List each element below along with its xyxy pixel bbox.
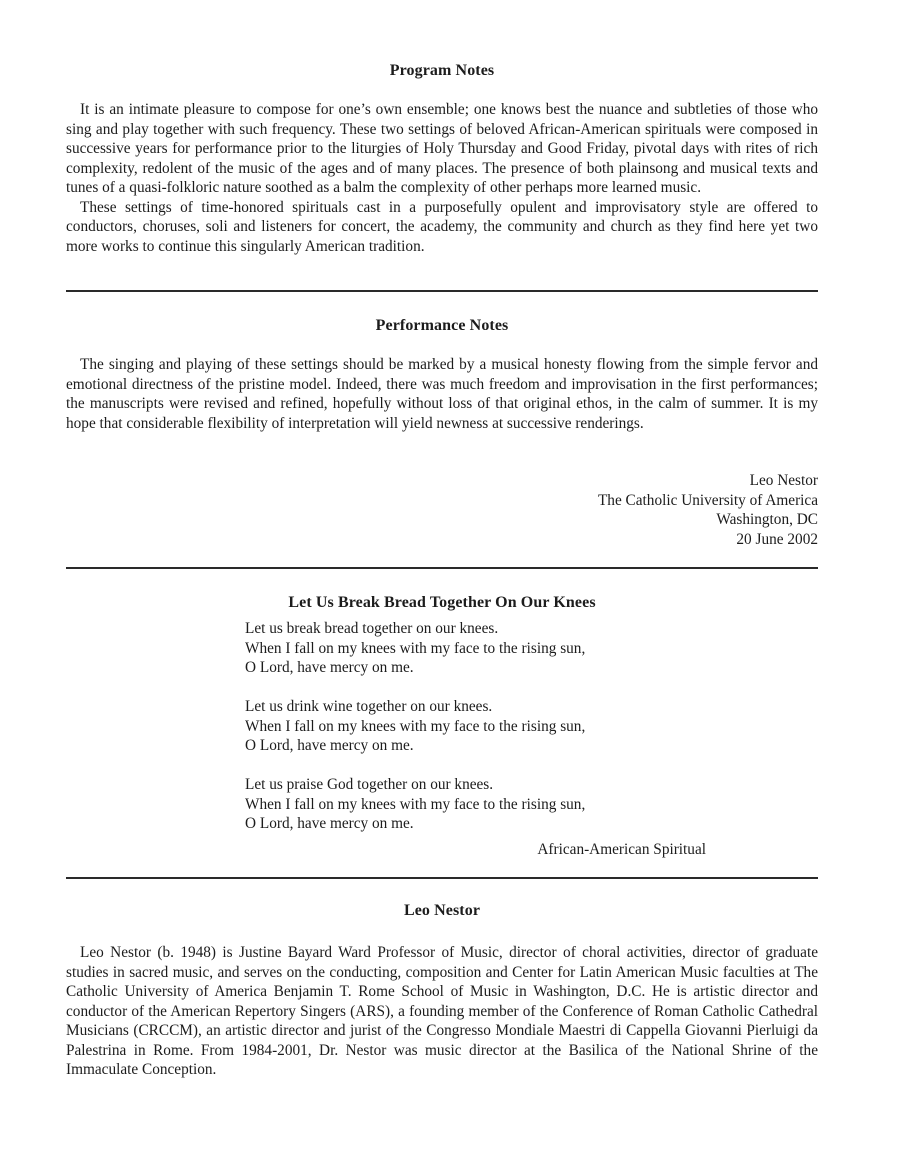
hymn-line: O Lord, have mercy on me. bbox=[245, 737, 414, 754]
program-notes-paragraph: These settings of time-honored spirituals cast in a purposefully opulent and improvisatory style are offered to conductors, choruses, soli and listeners for concert, the academy, the community and church as they find here yet two more works to continue this singularly American tradition. bbox=[66, 198, 818, 255]
hymn-line: Let us break bread together on our knees. bbox=[245, 620, 499, 637]
hymn-text bbox=[245, 619, 685, 853]
hymn-line: Let us drink wine together on our knees. bbox=[245, 698, 493, 715]
hymn-line: O Lord, have mercy on me. bbox=[245, 815, 414, 832]
signature-block bbox=[418, 471, 818, 549]
section-divider bbox=[66, 877, 818, 879]
signature-date: 20 June 2002 bbox=[736, 530, 818, 548]
hymn-line: O Lord, have mercy on me. bbox=[245, 659, 414, 676]
signature-location: Washington, DC bbox=[716, 511, 818, 528]
hymn-line: When I fall on my knees with my face to the rising sun, bbox=[245, 795, 586, 813]
signature-institution: The Catholic University of America bbox=[597, 491, 818, 509]
section-divider bbox=[66, 290, 818, 292]
hymn-stanza bbox=[245, 775, 685, 834]
program-notes-paragraph: It is an intimate pleasure to compose for one’s own ensemble; one knows best the nuance and subtleties of those who sing and play together with such frequency. These two settings of beloved African-American spirituals were composed in successive years for performance prior to the liturgies of Holy Thursday and Good Friday, pivotal days with rites of rich complexity, redolent of the music of the ages and of many places. The presence of both plainsong and musical texts and tunes of a quasi-folkloric nature soothed as a balm the complexity of other perhaps more learned music. bbox=[66, 101, 818, 196]
biography-paragraph: Leo Nestor (b. 1948) is Justine Bayard Ward Professor of Music, director of choral activities, director of graduate studies in sacred music, and serves on the conducting, composition and Center for Latin American Music faculties at The Catholic University of America Benjamin T. Rome School of Music in Washington, D.C. He is artistic director and conductor of the American Repertory Singers (ARS), a founding member of the Conference of Roman Catholic Cathedral Musicians (CRCCM), an artistic director and jurist of the Congresso Mondiale Maestri di Cappella Giovanni Pierluigi da Palestrina in Rome. From 1984-2001, Dr. Nestor was music director at the Basilica of the National Shrine of the Immaculate Conception. bbox=[66, 944, 818, 1078]
program-notes-body bbox=[66, 100, 818, 256]
hymn-line: When I fall on my knees with my face to the rising sun, bbox=[245, 639, 586, 657]
hymn-attribution: African-American Spiritual bbox=[537, 841, 706, 858]
performance-notes-paragraph: The singing and playing of these settings should be marked by a musical honesty flowing from the simple fervor and emotional directness of the pristine model. Indeed, there was much freedom and improvisation in the first performances; the manuscripts were revised and refined, hopefully without loss of that original ethos, in the calm of summer. It is my hope that considerable flexibility of interpretation will yield newness at successive renderings. bbox=[66, 356, 818, 432]
signature-name: Leo Nestor bbox=[749, 472, 818, 489]
section-divider bbox=[66, 567, 818, 569]
hymn-title: Let Us Break Bread Together On Our Knees bbox=[288, 594, 596, 611]
hymn-line: Let us praise God together on our knees. bbox=[245, 776, 494, 793]
program-notes-title: Program Notes bbox=[389, 62, 495, 79]
hymn-stanza bbox=[245, 697, 685, 756]
performance-notes-title: Performance Notes bbox=[375, 317, 509, 334]
performance-notes-body bbox=[66, 355, 818, 433]
hymn-line: When I fall on my knees with my face to the rising sun, bbox=[245, 717, 586, 735]
biography-title: Leo Nestor bbox=[403, 902, 481, 919]
hymn-stanza bbox=[245, 619, 685, 678]
biography-body bbox=[66, 943, 818, 1080]
